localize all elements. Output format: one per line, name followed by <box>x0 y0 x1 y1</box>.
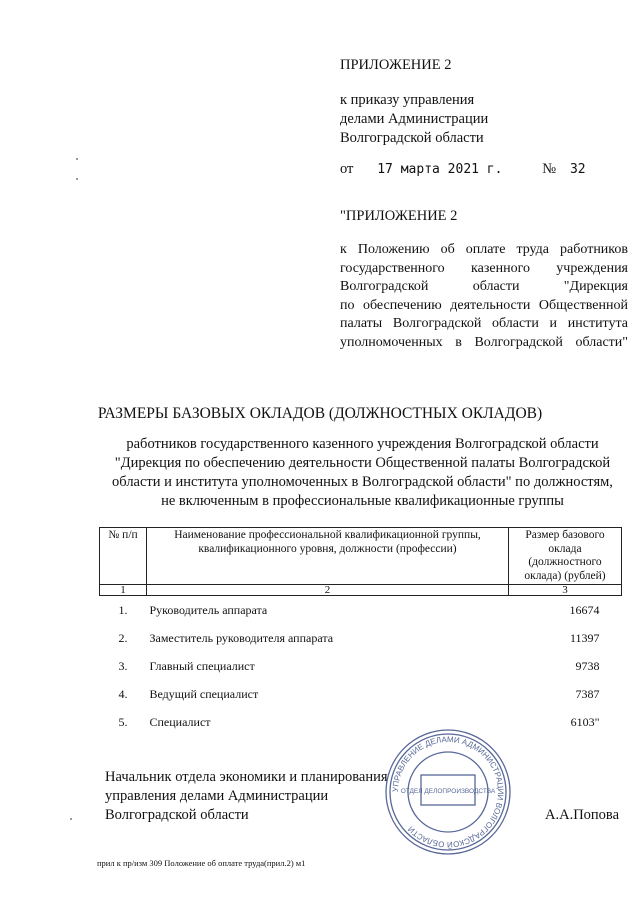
scan-speck <box>70 818 72 820</box>
footer-note: прил к пр/изм 309 Положение об оплате труда(прил.2) м1 <box>97 858 306 868</box>
regulation-line: государственного казенного учреждения <box>340 260 628 276</box>
regulation-text <box>340 241 628 352</box>
table-header-row <box>100 528 622 585</box>
row-number: 2. <box>118 630 128 645</box>
table-row <box>100 652 622 680</box>
table-row <box>100 708 622 736</box>
row-number: 1. <box>118 602 128 617</box>
scan-speck <box>76 178 78 180</box>
regulation-line: уполномоченных в Волгоградской области" <box>340 334 628 350</box>
order-date: 17 марта 2021 г. <box>377 162 503 177</box>
order-line: Волгоградской области <box>340 130 484 146</box>
signatory-line: Волгоградской области <box>105 807 249 823</box>
appendix-title: ПРИЛОЖЕНИЕ 2 <box>340 57 452 73</box>
row-salary: 16674 <box>569 602 600 617</box>
row-salary: 9738 <box>575 658 600 673</box>
row-position: Заместитель руководителя аппарата <box>149 630 334 645</box>
row-number: 3. <box>118 658 128 673</box>
table-row <box>100 596 622 625</box>
document-title: РАЗМЕРЫ БАЗОВЫХ ОКЛАДОВ (ДОЛЖНОСТНЫХ ОКЛАДОВ) <box>97 405 543 422</box>
row-position: Руководитель аппарата <box>149 602 268 617</box>
document-intro <box>100 435 625 511</box>
stamp-inner-text: ОТДЕЛ ДЕЛОПРОИЗВОДСТВА <box>400 788 496 795</box>
regulation-line: по обеспечению деятельности Общественной <box>340 297 628 313</box>
column-number: 2 <box>147 585 509 596</box>
header-salary: Размер базового оклада (должностного оклада) (рублей) <box>509 528 622 585</box>
row-position: Специалист <box>149 714 211 729</box>
intro-line: не включенным в профессиональные квалификационные группы <box>161 493 564 509</box>
signatory-name: А.А.Попова <box>545 807 620 823</box>
number-prefix: № <box>542 161 557 177</box>
row-salary: 7387 <box>575 686 600 701</box>
table-row <box>100 680 622 708</box>
row-salary: 6103" <box>570 714 600 729</box>
regulation-title: "ПРИЛОЖЕНИЕ 2 <box>340 208 458 224</box>
order-date-number <box>340 160 586 179</box>
row-number: 5. <box>118 714 128 729</box>
order-number: 32 <box>569 162 586 177</box>
row-number: 4. <box>118 686 128 701</box>
row-position: Главный специалист <box>149 658 255 673</box>
column-number: 3 <box>509 585 622 596</box>
intro-line: "Дирекция по обеспечению деятельности Общественной палаты Волгоградской <box>114 455 611 471</box>
order-line: к приказу управления <box>340 92 475 108</box>
intro-line: работников государственного казенного учреждения Волгоградской области <box>126 436 599 452</box>
order-line: делами Администрации <box>340 111 489 127</box>
row-position: Ведущий специалист <box>149 686 259 701</box>
row-salary: 11397 <box>569 630 600 645</box>
header-position: Наименование профессиональной квалификационной группы, квалификационного уровня, должности (профессии) <box>147 528 509 585</box>
regulation-line: к Положению об оплате труда работников <box>340 242 628 257</box>
signature-block <box>105 768 388 825</box>
table-row <box>100 624 622 652</box>
column-number-row <box>100 585 622 596</box>
regulation-line: палаты Волгоградской области и института <box>340 316 628 331</box>
date-prefix: от <box>340 161 354 177</box>
intro-line: области и института уполномоченных в Волгоградской области" по должностям, <box>112 474 613 490</box>
header-number: № п/п <box>100 528 147 585</box>
order-reference <box>340 91 488 148</box>
stamp-ring-text: УПРАВЛЕНИЕ ДЕЛАМИ АДМИНИСТРАЦИИ ВОЛГОГРАДСКОЙ ОБЛАСТИ <box>390 734 506 850</box>
official-stamp <box>383 727 513 857</box>
regulation-line: Волгоградской области "Дирекция <box>340 279 628 294</box>
scan-speck <box>76 158 78 160</box>
column-number: 1 <box>100 585 147 596</box>
signatory-line: управления делами Администрации <box>105 788 329 804</box>
salary-table <box>99 527 622 736</box>
signatory-line: Начальник отдела экономики и планирования <box>105 769 388 785</box>
